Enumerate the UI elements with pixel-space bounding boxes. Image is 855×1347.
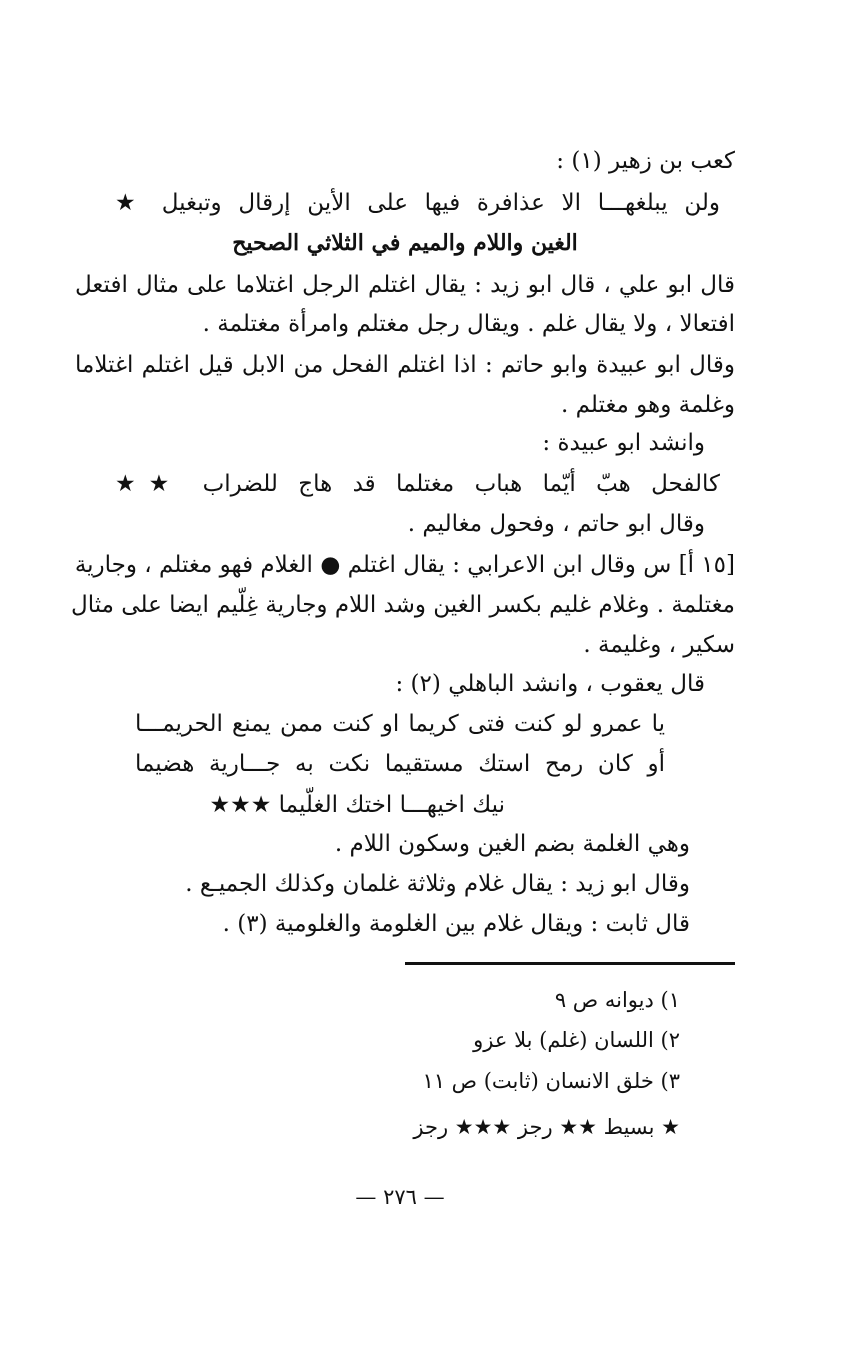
page-number: — ٢٧٦ — bbox=[355, 1185, 445, 1209]
verse-line: كالفحل هبّ أيّما هباب مغتلما قد هاج للضراب ★★ bbox=[115, 471, 720, 497]
text-line: وقال ابو حاتم ، وفحول مغاليم . bbox=[407, 511, 705, 537]
footnote: ١) ديوانه ص ٩ bbox=[554, 988, 680, 1012]
text-line: [١٥ أ] س وقال ابن الاعرابي : يقال اغتلم ● الغلام فهو مغتلم ، وجارية bbox=[74, 552, 735, 578]
verse-line: ولن يبلغهـــا الا عذافرة فيها على الأين إرقال وتبغيل ★ bbox=[115, 190, 720, 216]
footnote: ٢) اللسان (غلم) بلا عزو bbox=[473, 1028, 680, 1052]
text-line: قال يعقوب ، وانشد الباهلي (٢) : bbox=[395, 671, 705, 697]
footnote: ٣) خلق الانسان (ثابت) ص ١١ bbox=[422, 1069, 680, 1093]
text-line: وهي الغلمة بضم الغين وسكون اللام . bbox=[334, 831, 690, 857]
text-line: كعب بن زهير (١) : bbox=[556, 148, 735, 174]
text-line: وقال ابو زيد : يقال غلام وثلاثة غلمان وكذلك الجميـع . bbox=[185, 871, 690, 897]
text-line: وقال ابو عبيدة وابو حاتم : اذا اغتلم الفحل من الابل قيل اغتلم اغتلاما bbox=[75, 352, 735, 378]
verse-line: أو كان رمح استك مستقيما نكت به جـــارية هضيما bbox=[135, 751, 665, 777]
text-line: وانشد ابو عبيدة : bbox=[542, 430, 705, 456]
text-line: قال ثابت : ويقال غلام بين الغلومة والغلومية (٣) . bbox=[222, 911, 690, 937]
verse-line: نيك اخيهـــا اختك الغلّيما ★★★ bbox=[209, 792, 505, 818]
text-line: مغتلمة . وغلام غليم بكسر الغين وشد اللام وجارية غِلّيم ايضا على مثال bbox=[71, 592, 735, 618]
text-line: قال ابو علي ، قال ابو زيد : يقال اغتلم الرجل اغتلاما على مثال افتعل bbox=[75, 272, 735, 298]
footnote-divider bbox=[405, 962, 735, 965]
text-line: وغلمة وهو مغتلم . bbox=[560, 392, 735, 418]
meter-legend: ★ بسيط ★★ رجز ★★★ رجز bbox=[413, 1115, 680, 1139]
text-line: افتعالا ، ولا يقال غلم . ويقال رجل مغتلم وامرأة مغتلمة . bbox=[202, 311, 735, 337]
verse-line: يا عمرو لو كنت فتى كريما او كنت ممن يمنع الحريمـــا bbox=[135, 711, 665, 737]
text-line: سكير ، وغليمة . bbox=[583, 632, 735, 658]
section-heading: الغين واللام والميم في الثلاثي الصحيح bbox=[232, 230, 578, 256]
